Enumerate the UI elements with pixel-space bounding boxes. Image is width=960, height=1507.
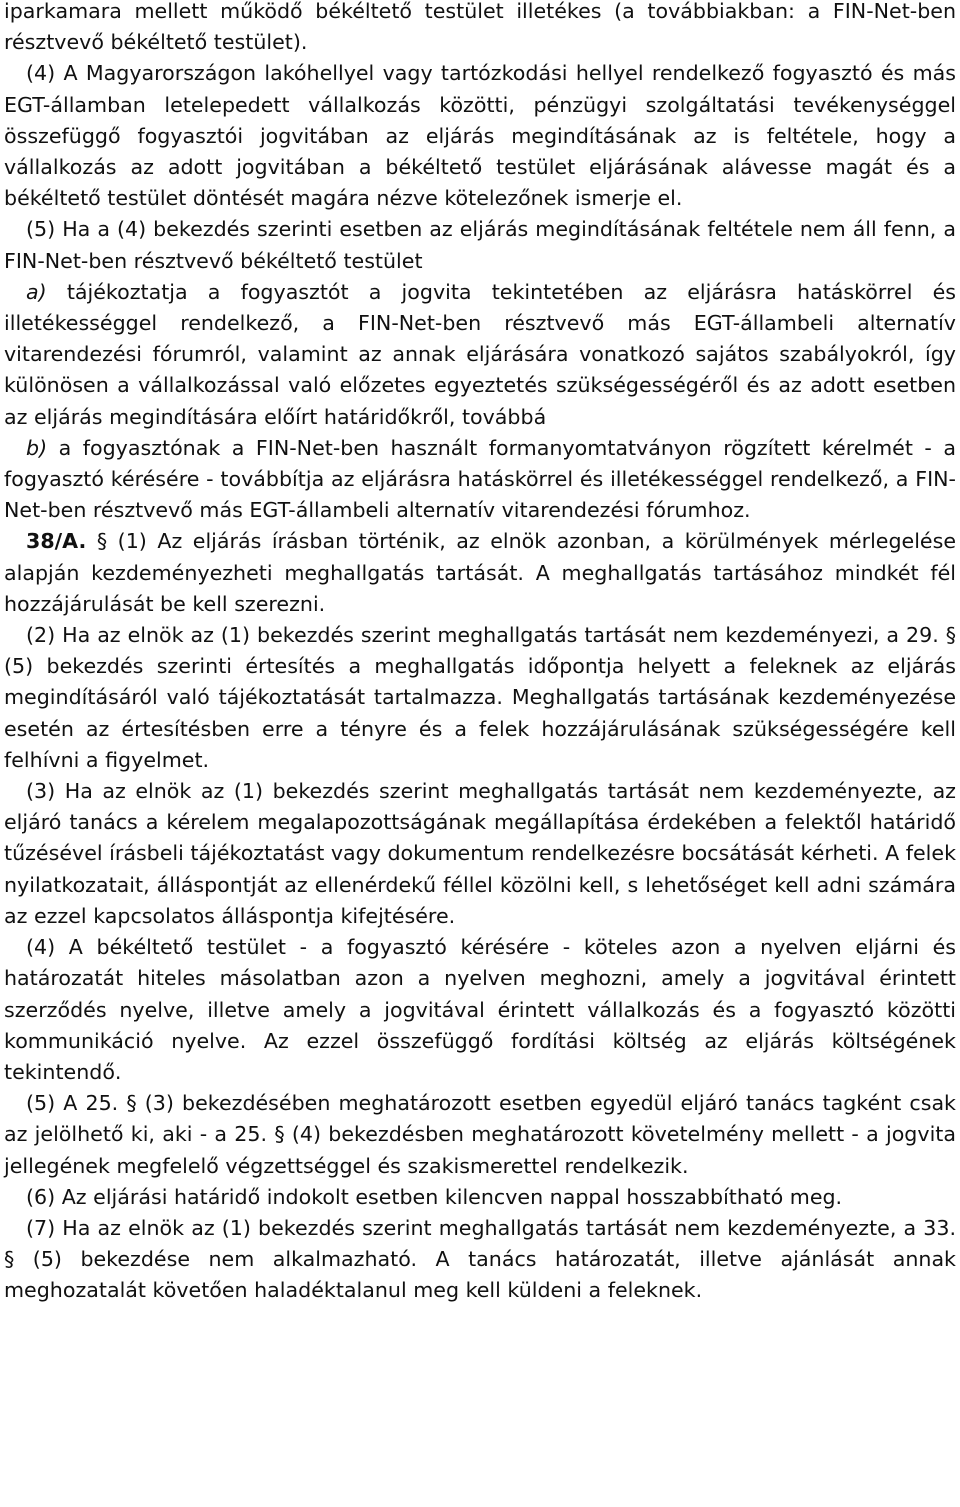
paragraph-text: (5) Ha a (4) bekezdés szerinti esetben az eljárás megindításának feltétele nem áll fenn, a FIN-Net-ben résztvevő békéltető testület xyxy=(4,217,956,273)
paragraph-subsection-4b xyxy=(4,932,956,1088)
paragraph-subsection-4 xyxy=(4,58,956,214)
paragraph-text: (3) Ha az elnök az (1) bekezdés szerint meghallgatás tartását nem kezdeményezte, az eljáró tanács a kérelem megalapozottságának megállapítása érdekében a felektől határidő tűzésével írásbeli tájékoztatást vagy dokumentum rendelkezésre bocsátását kérheti. A felek nyilatkozatait, álláspontját az ellenérdekű féllel közölni kell, s lehetőséget kell adni számára az ezzel kapcsolatos álláspontja kifejtésére. xyxy=(4,779,956,928)
paragraph-subsection-7 xyxy=(4,1213,956,1307)
paragraph-text: iparkamara mellett működő békéltető testület illetékes (a továbbiakban: a FIN-Net-ben résztvevő békéltető testület). xyxy=(4,0,956,55)
paragraph-text: (5) A 25. § (3) bekezdésében meghatározott esetben egyedül eljáró tanács tagként csak az jelölhető ki, aki - a 25. § (4) bekezdésben meghatározott követelmény mellett - a jogvita jellegének megfelelő végzettséggel és szakismerettel rendelkezik. xyxy=(4,1091,956,1178)
paragraph-text: (6) Az eljárási határidő indokolt esetben kilencven nappal hosszabbítható meg. xyxy=(26,1184,843,1209)
paragraph-subsection-6 xyxy=(4,1182,956,1213)
document-page xyxy=(4,0,956,1307)
paragraph-point-a xyxy=(4,277,956,433)
paragraph-text: (4) A békéltető testület - a fogyasztó kérésére - köteles azon a nyelven eljárni és határozatát hiteles másolatban azon a nyelven meghozni, amely a jogvitával érintett szerződés nyelve, illetve amely a jogvitával érintett vállalkozás és a fogyasztó közötti kommunikáció nyelve. Az ezzel összefüggő fordítási költség az eljárás költségének tekintendő. xyxy=(4,935,956,1084)
paragraph-text: (4) A Magyarországon lakóhellyel vagy tartózkodási hellyel rendelkező fogyasztó és más EGT-államban letelepedett vállalkozás közötti, pénzügyi szolgáltatási tevékenységgel összefüggő fogyasztói jogvitában az eljárás megindításának az is feltétele, hogy a vállalkozás az adott jogvitában a békéltető testület eljárásának alávesse magát és a békéltető testület döntését magára nézve kötelezőnek ismerje el. xyxy=(4,61,956,211)
paragraph-continuation xyxy=(4,0,956,58)
paragraph-subsection-5 xyxy=(4,214,956,276)
paragraph-text: a fogyasztónak a FIN-Net-ben használt formanyomtatványon rögzített kérelmét - a fogyasztó kérésére - továbbítja az eljárásra hatáskörrel és illetékességgel rendelkező, a FIN-Net-ben résztvevő más EGT-állambeli alternatív vitarendezési fórumhoz. xyxy=(4,435,956,523)
paragraph-text: § (1) Az eljárás írásban történik, az elnök azonban, a körülmények mérlegelése alapján kezdeményezheti meghallgatás tartását. A meghallgatás tartásához mindkét fél hozzájárulását be kell szerezni. xyxy=(4,529,956,616)
paragraph-subsection-5b xyxy=(4,1088,956,1182)
paragraph-section-38a xyxy=(4,526,956,620)
paragraph-subsection-2 xyxy=(4,620,956,776)
point-label: b) xyxy=(26,435,48,460)
paragraph-text: (2) Ha az elnök az (1) bekezdés szerint meghallgatás tartását nem kezdeményezi, a 29. § (5) bekezdés szerinti értesítés a meghallgatás időpontja helyett a feleknek az eljárás megindításáról való tájékoztatását tartalmazza. Meghallgatás tartásának kezdeményezése esetén az értesítésben erre a tényre és a felek hozzájárulásának szükségességére kell felhívni a figyelmet. xyxy=(4,623,956,772)
paragraph-text: tájékoztatja a fogyasztót a jogvita tekintetében az eljárásra hatáskörrel és illetékességgel rendelkező, a FIN-Net-ben résztvevő más EGT-állambeli alternatív vitarendezési fórumról, valamint az annak eljárására vonatkozó sajátos szabályokról, így különösen a vállalkozással való előzetes egyeztetés szükségességéről és az adott esetben az eljárás megindítására előírt határidőkről, továbbá xyxy=(4,279,956,429)
point-label: a) xyxy=(26,279,47,304)
paragraph-subsection-3 xyxy=(4,776,956,932)
paragraph-point-b xyxy=(4,433,956,527)
paragraph-text: (7) Ha az elnök az (1) bekezdés szerint meghallgatás tartását nem kezdeményezte, a 33. § (5) bekezdése nem alkalmazható. A tanács határozatát, illetve ajánlását annak meghozatalát követően haladéktalanul meg kell küldeni a feleknek. xyxy=(4,1215,956,1303)
section-number: 38/A. xyxy=(26,529,87,554)
